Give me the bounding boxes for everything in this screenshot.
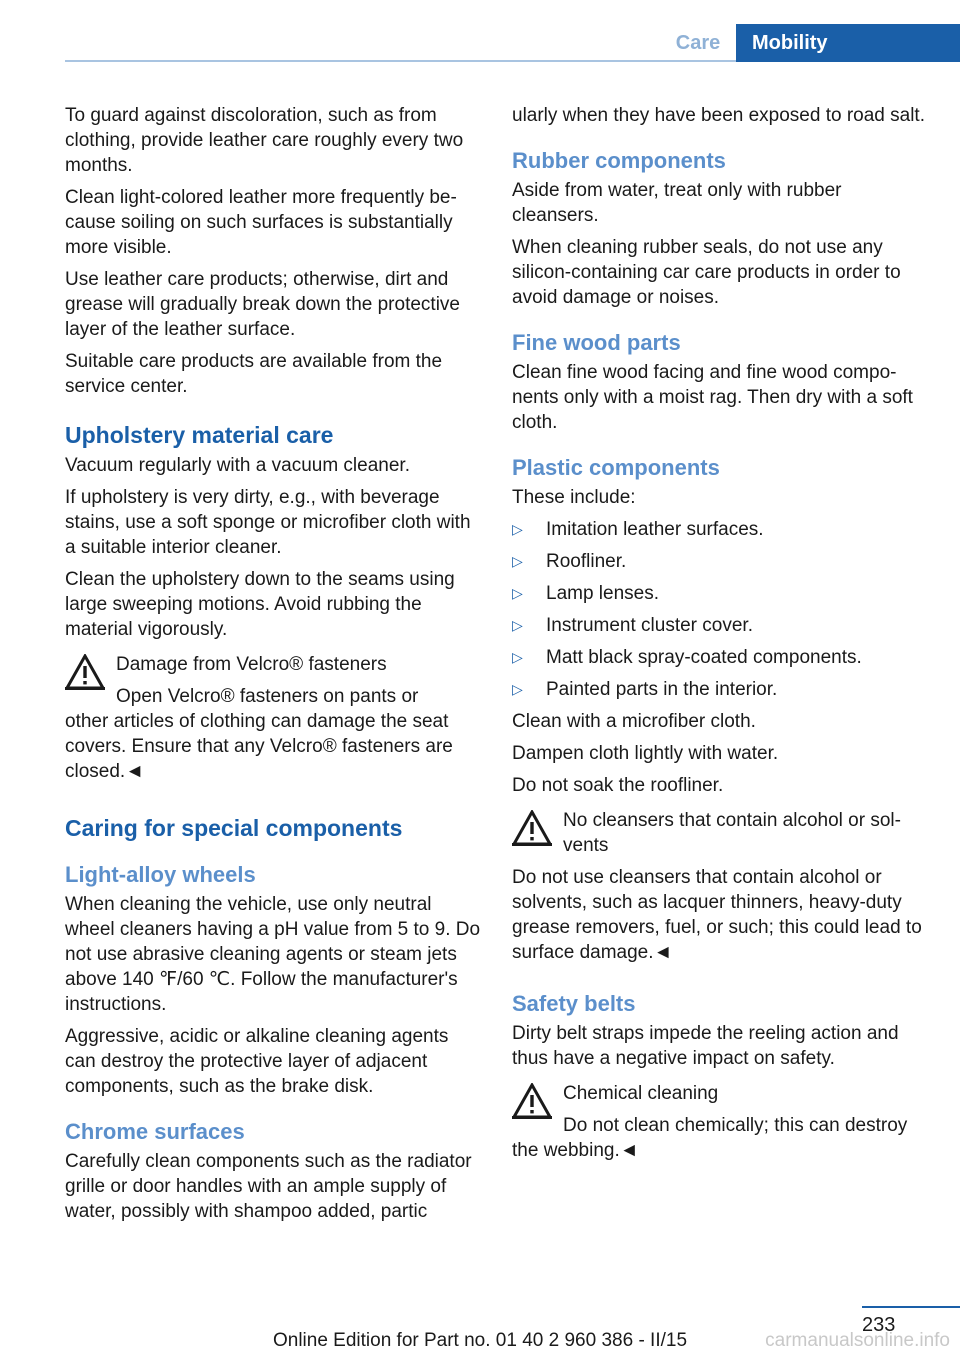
- warning-triangle-icon: [512, 810, 552, 846]
- triangle-bullet-icon: ▷: [512, 617, 523, 633]
- warning-title: Chemical cleaning: [563, 1083, 719, 1104]
- warning-body-line: Do not clean chemically; this can destroy: [563, 1115, 908, 1136]
- list-item-text: Instrument cluster cover.: [546, 615, 753, 636]
- warning-title: No cleansers that contain alcohol or solvents: [563, 810, 901, 856]
- paragraph: When cleaning rubber seals, do not use any silicon-containing car care products in order to avoid damage or noises.: [512, 237, 901, 308]
- left-column: [65, 103, 483, 1231]
- paragraph: These include:: [512, 487, 636, 508]
- list-item-text: Imitation leather surfaces.: [546, 519, 764, 540]
- list-item-text: Matt black spray-coated components.: [546, 647, 862, 668]
- paragraph: Clean fine wood facing and fine wood components only with a moist rag. Then dry with a soft cloth.: [512, 362, 913, 433]
- heading-safety-belts: Safety belts: [512, 991, 636, 1016]
- plastic-list: [512, 517, 930, 702]
- warning-chemical-cleaning: [512, 1081, 930, 1163]
- heading-chrome-surfaces: Chrome surfaces: [65, 1119, 245, 1144]
- paragraph: When cleaning the vehicle, use only neutral wheel cleaners having a pH value from 5 to 9. Do not use abrasive cleaning agents or steam jets above 140 ℉/60 ℃. Follow the manufacturer's instructions.: [65, 894, 481, 1015]
- paragraph: Dampen cloth lightly with water.: [512, 743, 779, 764]
- list-item: [512, 581, 930, 606]
- paragraph: Use leather care products; otherwise, dirt and grease will gradually break down the protective layer of the leather surface.: [65, 269, 460, 340]
- heading-fine-wood-parts: Fine wood parts: [512, 330, 681, 355]
- warning-velcro: [65, 652, 483, 784]
- tab-mobility[interactable]: Mobility: [736, 24, 960, 62]
- triangle-bullet-icon: ▷: [512, 521, 523, 537]
- paragraph: Clean light-colored leather more frequently because soiling on such surfaces is substantially more visible.: [65, 187, 457, 258]
- triangle-bullet-icon: ▷: [512, 681, 523, 697]
- edition-footer: Online Edition for Part no. 01 40 2 960 386 - II/15: [272, 1330, 688, 1351]
- right-column: [512, 103, 930, 1170]
- list-item: [512, 517, 930, 542]
- warning-body-text: other articles of clothing can damage the seat covers. Ensure that any Velcro® fasteners are closed.◄: [65, 711, 453, 782]
- paragraph: Aside from water, treat only with rubber cleansers.: [512, 180, 842, 226]
- paragraph: Suitable care products are available from the service center.: [65, 351, 443, 397]
- warning-title: Damage from Velcro® fasteners: [116, 654, 387, 675]
- paragraph: Dirty belt straps impede the reeling action and thus have a negative impact on safety.: [512, 1023, 899, 1069]
- tab-care[interactable]: Care: [675, 31, 721, 54]
- heading-upholstery: Upholstery material care: [65, 422, 334, 448]
- warning-triangle-icon: [512, 1083, 552, 1119]
- paragraph: Carefully clean components such as the radiator grille or door handles with an ample supply of water, possibly with shampoo added, partic: [65, 1151, 472, 1222]
- list-item: [512, 677, 930, 702]
- list-item: [512, 645, 930, 670]
- heading-light-alloy-wheels: Light-alloy wheels: [65, 862, 256, 887]
- paragraph: Aggressive, acidic or alkaline cleaning agents can destroy the protective layer of adjacent components, such as the brake disk.: [65, 1026, 449, 1097]
- paragraph: Clean the upholstery down to the seams using large sweeping motions. Avoid rubbing the material vigorously.: [65, 569, 455, 640]
- warning-triangle-icon: [65, 654, 105, 690]
- list-item: [512, 613, 930, 638]
- warning-body-line: Open Velcro® fasteners on pants or: [116, 686, 419, 707]
- list-item: [512, 549, 930, 574]
- list-item-text: Lamp lenses.: [546, 583, 660, 604]
- triangle-bullet-icon: ▷: [512, 649, 523, 665]
- paragraph: ularly when they have been exposed to road salt.: [512, 105, 925, 126]
- heading-plastic-components: Plastic components: [512, 455, 720, 480]
- list-item-text: Painted parts in the interior.: [546, 679, 778, 700]
- page-number: 233: [862, 1314, 896, 1336]
- list-item-text: Roofliner.: [546, 551, 627, 572]
- warning-cleansers: [512, 808, 930, 965]
- warning-body-text: the webbing.◄: [512, 1140, 639, 1161]
- warning-body: [65, 684, 483, 784]
- warning-body-text: Do not use cleansers that contain alcohol or solvents, such as lacquer thinners, heavy-duty grease removers, fuel, or such; this could lead to surface damage.◄: [512, 867, 922, 963]
- triangle-bullet-icon: ▷: [512, 553, 523, 569]
- watermark: carmanualsonline.info: [765, 1330, 950, 1351]
- triangle-bullet-icon: ▷: [512, 585, 523, 601]
- heading-rubber-components: Rubber components: [512, 148, 726, 173]
- paragraph: If upholstery is very dirty, e.g., with beverage stains, use a soft sponge or microfiber cloth with a suitable interior cleaner.: [65, 487, 471, 558]
- heading-special-components: Caring for special components: [65, 815, 403, 841]
- footer-rule: [862, 1306, 960, 1308]
- warning-body: [512, 1113, 930, 1163]
- paragraph: To guard against discoloration, such as from clothing, provide leather care roughly every two months.: [65, 105, 464, 176]
- paragraph: Vacuum regularly with a vacuum cleaner.: [65, 455, 410, 476]
- paragraph: Do not soak the roofliner.: [512, 775, 724, 796]
- paragraph: Clean with a microfiber cloth.: [512, 711, 756, 732]
